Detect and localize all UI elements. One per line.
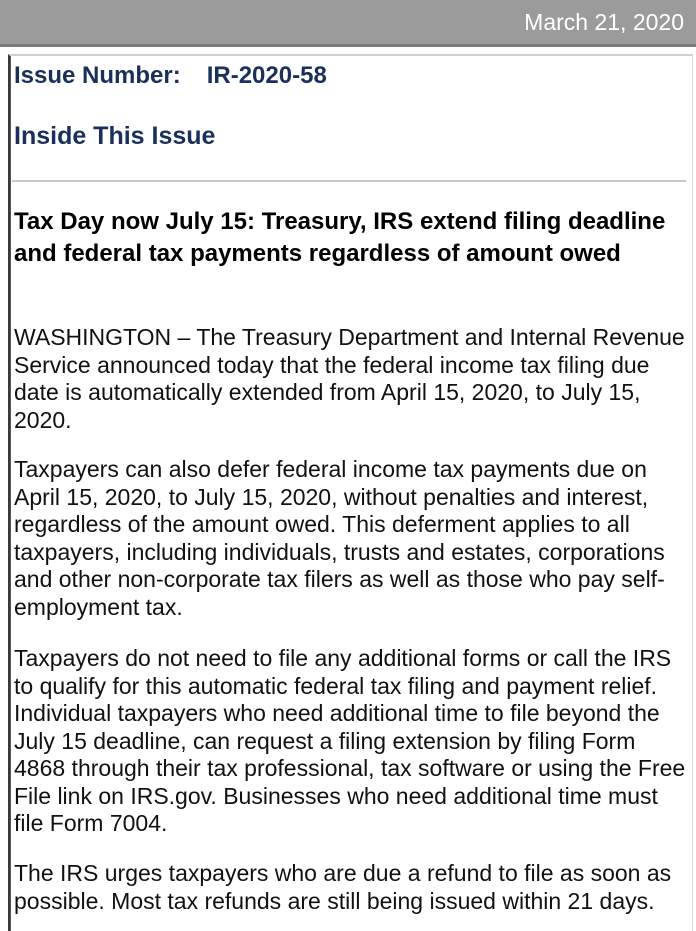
section-divider [12, 180, 686, 182]
inside-this-issue-heading: Inside This Issue [14, 122, 216, 150]
article-paragraph: WASHINGTON – The Treasury Department and Internal Revenue Service announced today that the federal income tax filing due date is automatically extended from April 15, 2020, to July 15, 2020. [14, 324, 685, 433]
article-paragraph: Taxpayers do not need to file any additional forms or call the IRS to qualify for this automatic federal tax filing and payment relief. Individual taxpayers who need additional time to file beyond the July 15 deadline, can request a filing extension by filing Form 4868 through their tax professional, tax software or using the Free File link on IRS.gov. Businesses who need additional time must file Form 7004. [14, 645, 686, 836]
issue-number-value: IR-2020-58 [206, 62, 327, 89]
issue-number-row [14, 60, 327, 92]
header-bar [0, 0, 696, 47]
issue-number-label: Issue Number: [14, 62, 181, 89]
issue-date: March 21, 2020 [524, 9, 684, 35]
article-paragraph: Taxpayers can also defer federal income tax payments due on April 15, 2020, to July 15, 2020, without penalties and interest, regardless of the amount owed. This deferment applies to all taxpayers, including individuals, trusts and estates, corporations and other non-corporate tax filers as well as those who pay self-employment tax. [14, 456, 665, 620]
article-headline: Tax Day now July 15: Treasury, IRS extend filing deadline and federal tax payments regardless of amount owed [14, 208, 666, 267]
article-paragraph: The IRS urges taxpayers who are due a refund to file as soon as possible. Most tax refunds are still being issued within 21 days. [14, 860, 672, 914]
